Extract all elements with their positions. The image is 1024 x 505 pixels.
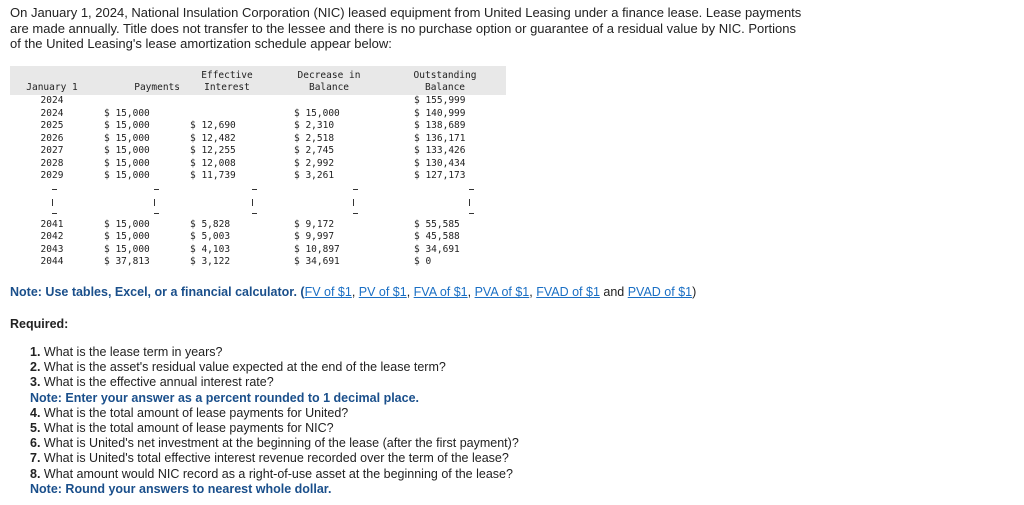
cell-interest: $ 12,690 <box>190 120 236 131</box>
question-item <box>30 436 519 451</box>
cell-decrease: $ 9,997 <box>294 231 335 242</box>
cell-interest: $ 12,008 <box>190 157 236 169</box>
link-separator: , <box>351 285 359 299</box>
header-year <box>10 70 94 94</box>
table-ellipsis-rows <box>10 183 506 219</box>
dash-mark <box>469 199 470 206</box>
table-link-pvad-of-1[interactable]: PVAD of $1 <box>627 285 693 299</box>
cell-payment: $ 15,000 <box>104 132 150 144</box>
dash-mark <box>252 189 257 190</box>
cell-decrease: $ 2,310 <box>294 120 335 131</box>
cell-payment: $ 15,000 <box>104 243 150 255</box>
dash-mark <box>353 199 354 206</box>
cell-balance: $ 136,171 <box>414 132 466 144</box>
question-number: 8. <box>30 466 41 481</box>
table-link-fvad-of-1[interactable]: FVAD of $1 <box>536 285 600 299</box>
cell-interest: $ 11,739 <box>190 170 236 181</box>
dash-mark <box>353 213 358 214</box>
dash-mark <box>469 213 474 214</box>
dash-mark <box>252 199 253 206</box>
table-row <box>10 108 506 121</box>
cell-balance: $ 155,999 <box>414 95 466 106</box>
ellipsis-row <box>10 207 506 219</box>
table-row <box>10 244 506 257</box>
dash-mark <box>154 213 159 214</box>
question-number: 6. <box>30 436 41 451</box>
dash-mark <box>52 213 57 214</box>
question-text: What is the asset's residual value expected at the end of the lease term? <box>40 360 446 375</box>
amortization-table <box>10 66 506 269</box>
link-and: and <box>599 285 628 299</box>
link-separator: , <box>406 285 414 299</box>
tools-note <box>10 285 696 299</box>
cell-decrease: $ 2,518 <box>294 132 335 144</box>
link-separator: , <box>529 285 537 299</box>
cell-balance: $ 34,691 <box>414 243 460 255</box>
cell-balance: $ 0 <box>414 256 432 267</box>
cell-interest: $ 3,122 <box>190 256 231 267</box>
cell-decrease: $ 3,261 <box>294 170 335 181</box>
question-text: What is the total amount of lease payments for NIC? <box>40 421 334 436</box>
table-row <box>10 95 506 108</box>
question-text: What is the total amount of lease payments for United? <box>40 405 349 420</box>
header-interest <box>180 70 274 94</box>
dash-mark <box>154 199 155 206</box>
cell-year: 2025 <box>40 120 64 131</box>
cell-payment: $ 15,000 <box>104 107 150 119</box>
header-year-line: January 1 <box>26 82 78 93</box>
cell-year: 2024 <box>40 95 64 106</box>
table-header <box>10 66 506 95</box>
cell-payment: $ 15,000 <box>104 145 150 156</box>
question-text: What is United's net investment at the beginning of the lease (after the first payment)? <box>40 436 519 451</box>
cell-balance: $ 130,434 <box>414 157 466 169</box>
cell-interest: $ 5,003 <box>190 231 231 242</box>
question-note: Note: Enter your answer as a percent rounded to 1 decimal place. <box>30 390 420 405</box>
dash-mark <box>469 189 474 190</box>
table-row <box>10 231 506 244</box>
cell-payment: $ 15,000 <box>104 170 150 181</box>
tools-note-suffix: ) <box>692 285 697 299</box>
dash-mark <box>52 189 57 190</box>
cell-decrease: $ 34,691 <box>294 256 340 267</box>
cell-decrease: $ 9,172 <box>294 218 335 230</box>
question-text: What amount would NIC record as a right-of-use asset at the beginning of the lease? <box>40 466 513 481</box>
question-number: 4. <box>30 405 41 420</box>
table-row <box>10 219 506 232</box>
cell-interest: $ 12,255 <box>190 145 236 156</box>
dash-mark <box>252 213 257 214</box>
header-year-line <box>10 70 94 82</box>
cell-balance: $ 127,173 <box>414 170 466 181</box>
cell-interest: $ 12,482 <box>190 132 236 144</box>
cell-decrease: $ 2,745 <box>294 145 335 156</box>
question-number: 1. <box>30 345 41 359</box>
table-row <box>10 256 506 269</box>
question-item <box>30 406 519 421</box>
table-row <box>10 158 506 171</box>
dash-mark <box>353 189 358 190</box>
question-number: 7. <box>30 451 41 466</box>
question-item <box>30 360 519 375</box>
cell-year: 2026 <box>40 132 64 144</box>
cell-year: 2043 <box>40 243 64 255</box>
cell-balance: $ 45,588 <box>414 231 460 242</box>
table-link-fva-of-1[interactable]: FVA of $1 <box>413 285 468 299</box>
ellipsis-row <box>10 195 506 207</box>
table-row <box>10 170 506 183</box>
header-payment <box>94 70 180 94</box>
question-item <box>30 421 519 436</box>
dash-mark <box>52 199 53 206</box>
question-item <box>30 451 519 466</box>
cell-decrease: $ 10,897 <box>294 243 340 255</box>
header-balance <box>384 70 506 94</box>
header-decrease-line: Decrease in <box>297 70 361 81</box>
cell-balance: $ 133,426 <box>414 145 466 156</box>
header-payment-line <box>94 70 180 82</box>
question-note: Note: Round your answers to nearest whole dollar. <box>30 481 332 496</box>
cell-year: 2042 <box>40 231 64 242</box>
table-row <box>10 120 506 133</box>
header-balance-line: Balance <box>424 82 466 93</box>
question-number: 5. <box>30 421 41 436</box>
required-label: Required: <box>10 317 69 331</box>
header-interest-line: Effective <box>201 70 253 81</box>
problem-intro: On January 1, 2024, National Insulation Corporation (NIC) leased equipment from United Leasing under a finance lease. Lease payments are made annually. Title does not transfer to the lessee and there is no purchase option or guarantee of a residual value by NIC. Portions of the United Leasing's lease amortization schedule appear below: <box>10 5 802 51</box>
cell-payment: $ 15,000 <box>104 157 150 169</box>
question-number: 2. <box>30 360 41 375</box>
cell-payment: $ 37,813 <box>104 256 150 267</box>
header-interest-line: Interest <box>204 82 250 93</box>
question-item <box>30 375 519 390</box>
table-row <box>10 133 506 146</box>
cell-year: 2024 <box>40 107 64 119</box>
cell-payment: $ 15,000 <box>104 120 150 131</box>
cell-balance: $ 138,689 <box>414 120 466 131</box>
question-item <box>30 467 519 482</box>
table-link-pva-of-1[interactable]: PVA of $1 <box>474 285 530 299</box>
header-decrease-line: Balance <box>308 82 350 93</box>
cell-balance: $ 55,585 <box>414 218 460 230</box>
header-balance-line: Outstanding <box>413 70 477 81</box>
cell-payment: $ 15,000 <box>104 231 150 242</box>
question-list <box>30 345 519 497</box>
table-link-fv-of-1[interactable]: FV of $1 <box>304 285 352 299</box>
question-item <box>30 345 519 360</box>
table-row <box>10 145 506 158</box>
question-text: What is United's total effective interest revenue recorded over the term of the lease? <box>40 451 509 466</box>
cell-decrease: $ 15,000 <box>294 107 340 119</box>
question-number: 3. <box>30 375 41 390</box>
cell-year: 2041 <box>40 218 64 230</box>
table-body-top <box>10 95 506 183</box>
table-body-bottom <box>10 219 506 269</box>
cell-year: 2027 <box>40 145 64 156</box>
table-link-pv-of-1[interactable]: PV of $1 <box>358 285 407 299</box>
question-text: What is the effective annual interest rate? <box>40 375 274 390</box>
cell-interest: $ 5,828 <box>190 218 231 230</box>
cell-payment: $ 15,000 <box>104 218 150 230</box>
tools-note-prefix: Note: Use tables, Excel, or a financial calculator. ( <box>10 285 305 299</box>
question-text: What is the lease term in years? <box>40 345 223 359</box>
cell-balance: $ 140,999 <box>414 107 466 119</box>
cell-decrease: $ 2,992 <box>294 157 335 169</box>
cell-year: 2028 <box>40 157 64 169</box>
dash-mark <box>154 189 159 190</box>
header-decrease <box>274 70 384 94</box>
header-payment-line: Payments <box>134 82 180 93</box>
link-separator: , <box>467 285 475 299</box>
cell-interest: $ 4,103 <box>190 243 231 255</box>
cell-year: 2044 <box>40 256 64 267</box>
ellipsis-row <box>10 183 506 195</box>
cell-year: 2029 <box>40 170 64 181</box>
